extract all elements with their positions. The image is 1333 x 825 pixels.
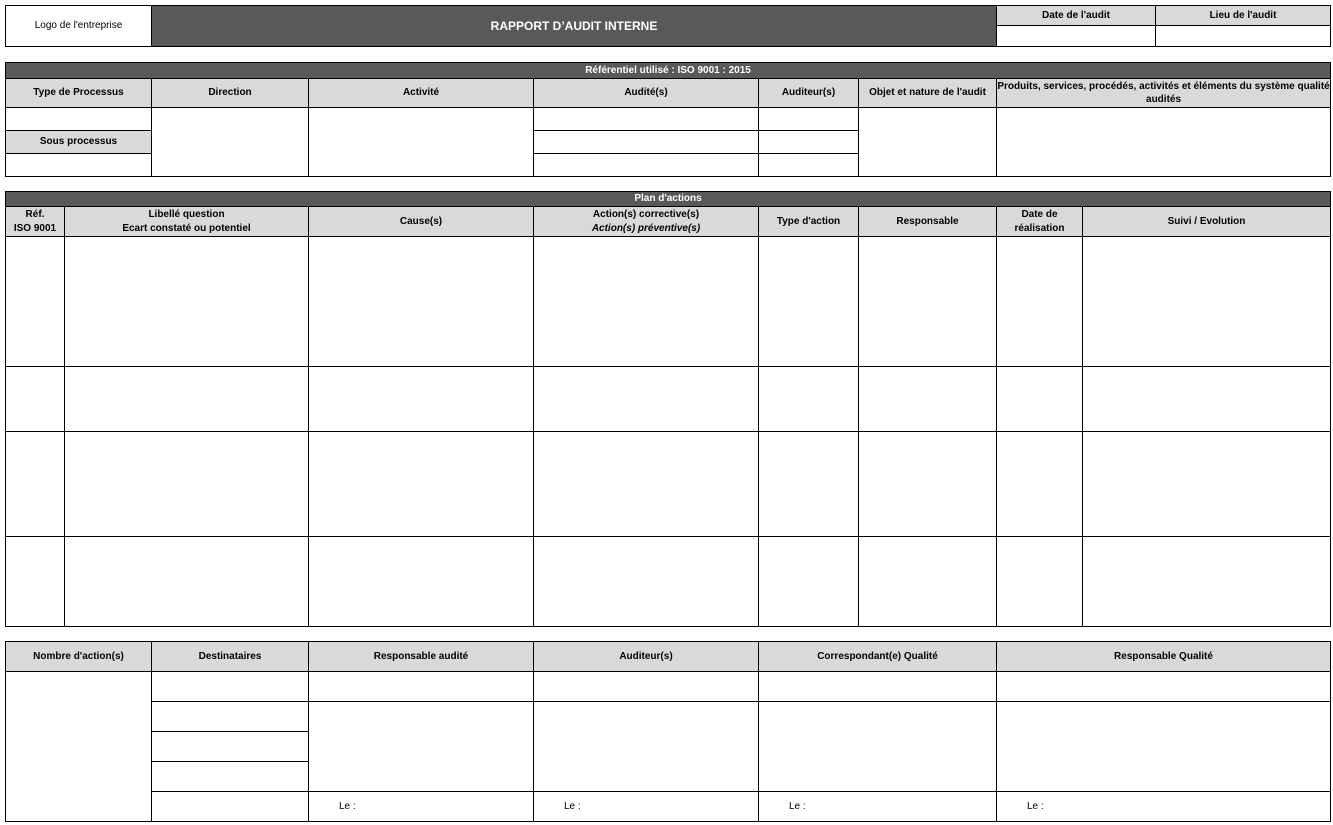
quality-manager-date[interactable]: Le : [997, 792, 1331, 822]
cell[interactable] [759, 367, 859, 432]
auditors-date[interactable]: Le : [534, 792, 759, 822]
audited-field-2[interactable] [534, 131, 759, 154]
process-type-field[interactable] [6, 108, 152, 131]
company-logo-cell: Logo de l'entreprise [6, 6, 152, 47]
col-process-type: Type de Processus [6, 79, 152, 108]
col-ref-line1: Réf. [25, 209, 45, 220]
table-row [6, 237, 1331, 367]
col-actions [534, 207, 759, 237]
cell[interactable] [759, 237, 859, 367]
report-title: RAPPORT D’AUDIT INTERNE [152, 6, 997, 47]
col-quality-correspondent: Correspondant(e) Qualité [759, 642, 997, 672]
cell[interactable] [997, 237, 1083, 367]
cell[interactable] [6, 237, 65, 367]
auditors-signature[interactable] [534, 702, 759, 792]
quality-correspondent-name[interactable] [759, 672, 997, 702]
col-action-count: Nombre d'action(s) [6, 642, 152, 672]
cell[interactable] [534, 237, 759, 367]
table-row [6, 432, 1331, 537]
table-row [6, 367, 1331, 432]
col-cause: Cause(s) [309, 207, 534, 237]
auditor-field-2[interactable] [759, 131, 859, 154]
action-plan-table [5, 191, 1331, 627]
recipient-field-4[interactable] [152, 762, 309, 792]
recipient-field-5[interactable] [152, 792, 309, 822]
audited-manager-name[interactable] [309, 672, 534, 702]
cell[interactable] [65, 367, 309, 432]
cell[interactable] [309, 537, 534, 627]
cell[interactable] [534, 537, 759, 627]
col-responsible: Responsable [859, 207, 997, 237]
col-date-line1: Date de [1021, 209, 1058, 220]
referential-banner: Référentiel utilisé : ISO 9001 : 2015 [6, 63, 1331, 79]
cell[interactable] [534, 432, 759, 537]
col-auditors: Auditeur(s) [759, 79, 859, 108]
audit-object-field[interactable] [859, 108, 997, 177]
cell[interactable] [759, 537, 859, 627]
quality-correspondent-date[interactable]: Le : [759, 792, 997, 822]
cell[interactable] [759, 432, 859, 537]
col-direction: Direction [152, 79, 309, 108]
cell[interactable] [534, 367, 759, 432]
col-corrective: Action(s) corrective(s) [592, 209, 700, 220]
auditors-name[interactable] [534, 672, 759, 702]
col-ref-line2: ISO 9001 [13, 222, 57, 234]
audit-place-field[interactable] [1156, 26, 1331, 47]
col-date [997, 207, 1083, 237]
cell[interactable] [65, 237, 309, 367]
audited-manager-date[interactable]: Le : [309, 792, 534, 822]
col-recipients: Destinataires [152, 642, 309, 672]
audited-elements-field[interactable] [997, 108, 1331, 177]
auditor-field-3[interactable] [759, 154, 859, 177]
cell[interactable] [6, 432, 65, 537]
col-action-type: Type d'action [759, 207, 859, 237]
audit-place-label: Lieu de l'audit [1156, 6, 1331, 26]
col-follow-up: Suivi / Evolution [1083, 207, 1331, 237]
col-ref [6, 207, 65, 237]
col-audited-manager: Responsable audité [309, 642, 534, 672]
cell[interactable] [65, 432, 309, 537]
cell[interactable] [65, 537, 309, 627]
cell[interactable] [859, 237, 997, 367]
col-quality-manager: Responsable Qualité [997, 642, 1331, 672]
cell[interactable] [997, 432, 1083, 537]
col-date-line2: réalisation [1014, 222, 1065, 234]
cell[interactable] [1083, 237, 1331, 367]
auditor-field-1[interactable] [759, 108, 859, 131]
cell[interactable] [309, 432, 534, 537]
referential-table [5, 62, 1331, 177]
cell[interactable] [997, 537, 1083, 627]
col-sign-auditors: Auditeur(s) [534, 642, 759, 672]
audit-date-label: Date de l'audit [997, 6, 1156, 26]
audited-manager-signature[interactable] [309, 702, 534, 792]
recipient-field-2[interactable] [152, 702, 309, 732]
direction-field[interactable] [152, 108, 309, 177]
cell[interactable] [859, 537, 997, 627]
col-question-line2: Ecart constaté ou potentiel [122, 222, 251, 234]
audited-field-3[interactable] [534, 154, 759, 177]
col-activity: Activité [309, 79, 534, 108]
cell[interactable] [1083, 432, 1331, 537]
signature-table [5, 641, 1331, 822]
table-row [6, 537, 1331, 627]
col-question-line1: Libellé question [148, 209, 225, 220]
audit-date-field[interactable] [997, 26, 1156, 47]
col-question [65, 207, 309, 237]
cell[interactable] [6, 537, 65, 627]
audited-field-1[interactable] [534, 108, 759, 131]
recipient-field-3[interactable] [152, 732, 309, 762]
cell[interactable] [6, 367, 65, 432]
col-audit-object: Objet et nature de l'audit [859, 79, 997, 108]
activity-field[interactable] [309, 108, 534, 177]
cell[interactable] [309, 367, 534, 432]
col-preventive: Action(s) préventive(s) [591, 222, 701, 234]
recipient-field-1[interactable] [152, 672, 309, 702]
col-audited-elements: Produits, services, procédés, activités et éléments du système qualité audités [997, 79, 1331, 108]
cell[interactable] [859, 432, 997, 537]
cell[interactable] [1083, 537, 1331, 627]
cell[interactable] [859, 367, 997, 432]
quality-manager-signature[interactable] [997, 702, 1331, 792]
sub-process-label: Sous processus [6, 131, 152, 154]
header-table [5, 5, 1331, 47]
cell[interactable] [1083, 367, 1331, 432]
action-count-field[interactable] [6, 672, 152, 822]
col-audited: Audité(s) [534, 79, 759, 108]
cell[interactable] [997, 367, 1083, 432]
action-plan-banner: Plan d'actions [6, 192, 1331, 207]
quality-correspondent-signature[interactable] [759, 702, 997, 792]
sub-process-field[interactable] [6, 154, 152, 177]
quality-manager-name[interactable] [997, 672, 1331, 702]
cell[interactable] [309, 237, 534, 367]
